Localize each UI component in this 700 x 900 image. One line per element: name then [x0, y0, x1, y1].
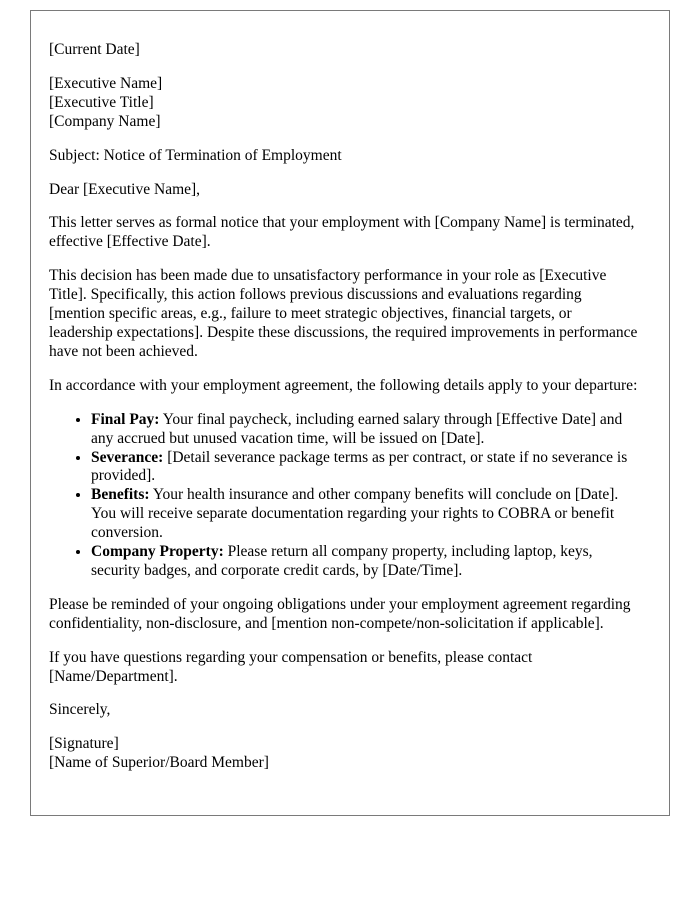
recipient-company: [Company Name]: [49, 112, 161, 130]
recipient-name: [Executive Name]: [49, 74, 163, 92]
letter-page: [30, 10, 670, 816]
list-item-label: Severance:: [91, 448, 164, 466]
list-item-company-property: [91, 543, 639, 581]
list-item-label: Company Property:: [91, 543, 224, 561]
list-item-benefits: [91, 486, 639, 543]
list-item-severance: [91, 449, 639, 487]
signature-block: [49, 735, 639, 773]
paragraph-reason: This decision has been made due to unsatisfactory performance in your role as [Executive Title]. Specifically, this action follows previous discussions and evaluations regarding [mention specific areas, e.g., failure to meet strategic objectives, financial targets, or leadership expectations]. Despite these discussions, the required improvements in performance have not been achieved.: [49, 267, 638, 360]
list-item-label: Benefits:: [91, 486, 150, 504]
recipient-block: [49, 75, 639, 132]
list-item-text: Please return all company property, including laptop, keys, security badges, and corporate credit cards, by [Date/Time].: [91, 543, 593, 579]
paragraph-details-intro: In accordance with your employment agreement, the following details apply to your departure:: [49, 376, 638, 394]
signer-name: [Name of Superior/Board Member]: [49, 754, 269, 772]
salutation: Dear [Executive Name],: [49, 180, 201, 198]
list-item-final-pay: [91, 411, 639, 449]
details-list: [49, 411, 639, 581]
paragraph-intro: This letter serves as formal notice that your employment with [Company Name] is terminated, effective [Effective Date].: [49, 214, 635, 251]
paragraph-questions: If you have questions regarding your compensation or benefits, please contact [Name/Department].: [49, 648, 533, 685]
date-line: [Current Date]: [49, 41, 140, 58]
list-item-text: [Detail severance package terms as per contract, or state if no severance is provided].: [91, 448, 628, 485]
signature-placeholder: [Signature]: [49, 735, 119, 753]
closing: Sincerely,: [49, 701, 111, 719]
subject-line: Subject: Notice of Termination of Employment: [49, 146, 342, 164]
list-item-text: Your health insurance and other company benefits will conclude on [Date]. You will receive separate documentation regarding your rights to COBRA or benefit conversion.: [91, 486, 619, 542]
list-item-text: Your final paycheck, including earned salary through [Effective Date] and any accrued but unused vacation time, will be issued on [Date].: [91, 410, 623, 447]
paragraph-obligations: Please be reminded of your ongoing obligations under your employment agreement regarding confidentiality, non-disclosure, and [mention non-compete/non-solicitation if applicable].: [49, 595, 631, 632]
list-item-label: Final Pay:: [91, 410, 160, 428]
recipient-title: [Executive Title]: [49, 93, 154, 111]
